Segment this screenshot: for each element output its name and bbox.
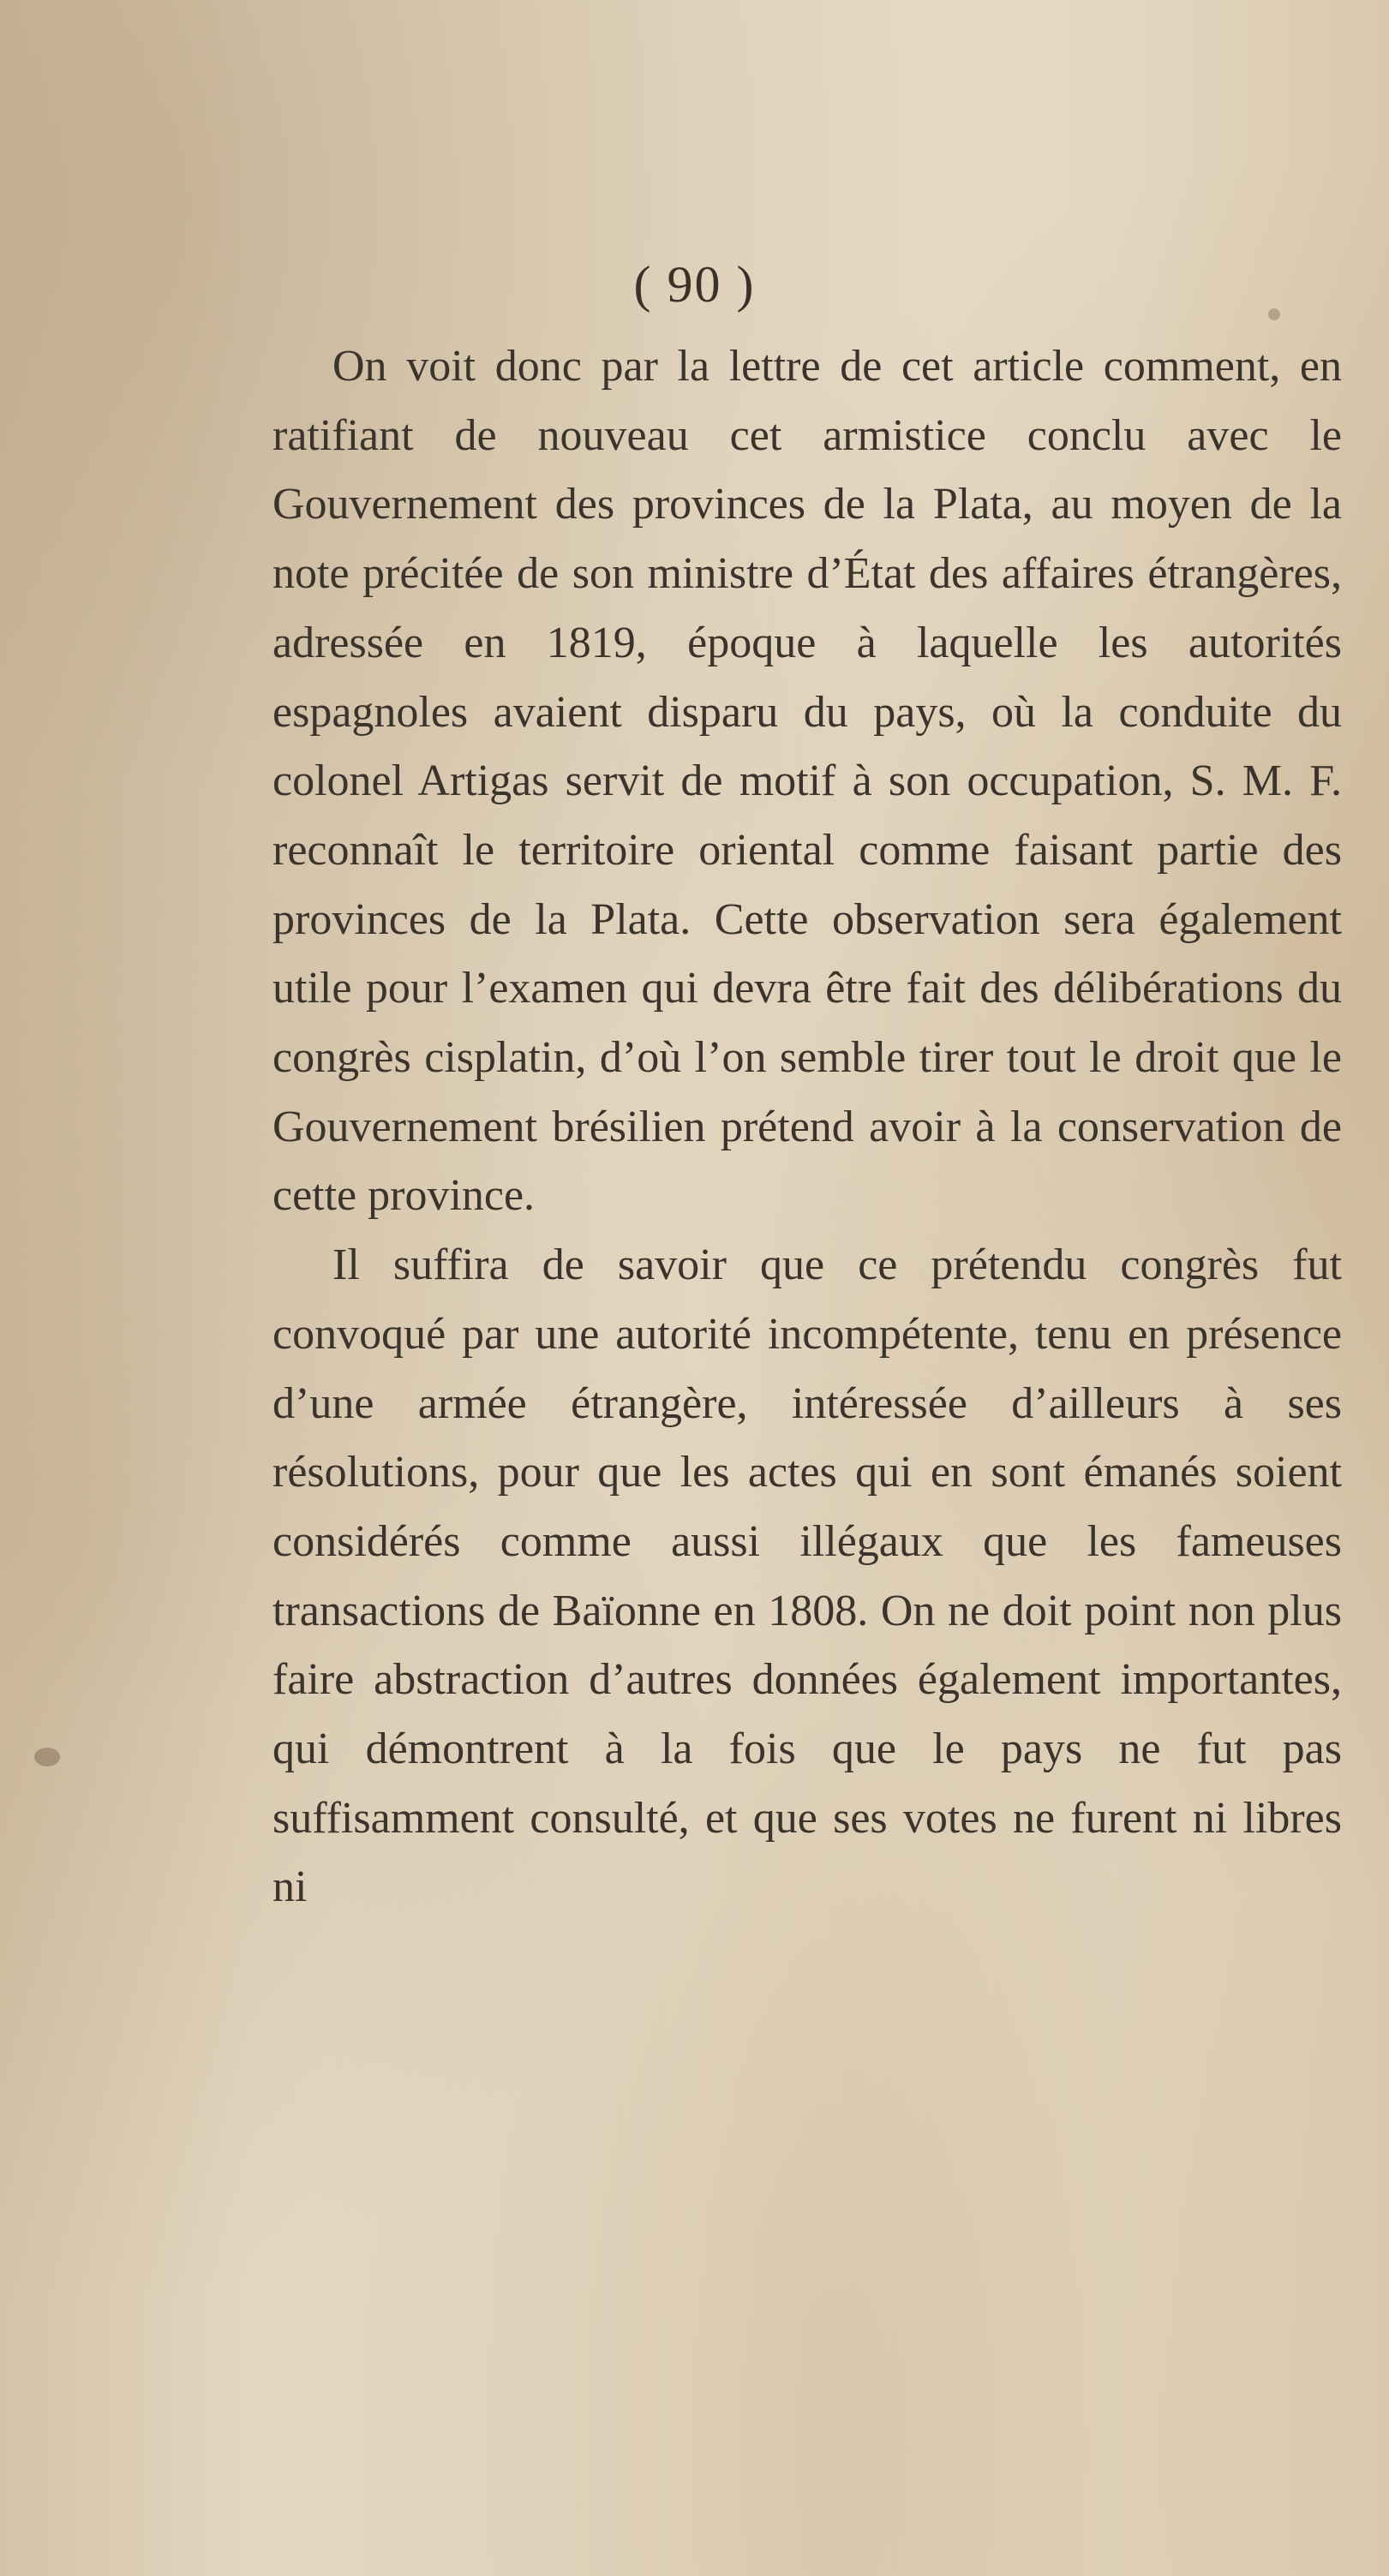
page-number: ( 90 )	[633, 256, 756, 313]
paper-stain	[34, 1748, 60, 1766]
paragraph-2: Il suffira de savoir que ce prétendu congrès fut convoqué par une autorité incompétente, tenu en présence d’une armée étrangère, intéressée d’ailleurs à ses résolutions, pour que les actes qui en sont émanés soient considérés comme aussi illégaux que les fameuses transactions de Baïonne en 1808. On ne doit point non plus faire abstraction d’autres données également importantes, qui démontrent à la fois que le pays ne fut pas suffisamment consulté, et que ses votes ne furent ni libres ni	[272, 1240, 1342, 1912]
body-text	[272, 332, 1342, 1922]
paragraph-1: On voit donc par la lettre de cet article comment, en ratifiant de nouveau cet armistice conclu avec le Gouvernement des provinces de la Plata, au moyen de la note précitée de son ministre d’État des affaires étrangères, adressée en 1819, époque à laquelle les autorités espagnoles avaient disparu du pays, où la conduite du colonel Artigas servit de motif à son occupation, S. M. F. reconnaît le territoire oriental comme faisant partie des provinces de la Plata. Cette observation sera également utile pour l’examen qui devra être fait des délibérations du congrès cisplatin, d’où l’on semble tirer tout le droit que le Gouvernement brésilien prétend avoir à la conservation de cette province.	[272, 342, 1342, 1221]
